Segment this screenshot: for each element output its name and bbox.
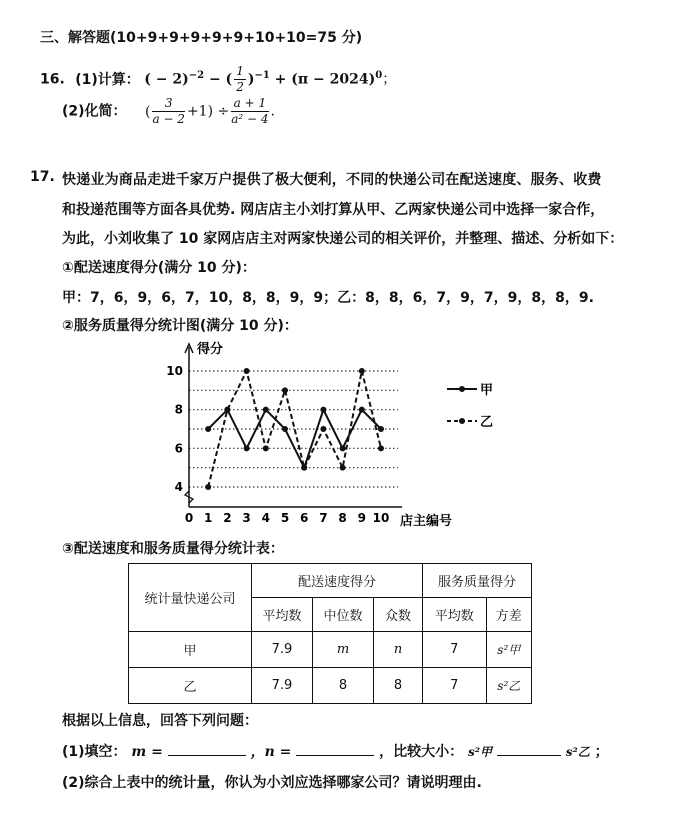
table-subheader: 方差 xyxy=(486,598,531,632)
y-tick-label: 4 xyxy=(174,480,183,494)
table-group-service: 服务质量得分 xyxy=(423,564,532,598)
x-tick-label: 2 xyxy=(223,511,232,525)
q17-fill-line xyxy=(62,741,609,761)
fill-end: ； xyxy=(594,744,609,760)
table-row xyxy=(129,632,532,668)
fill-compare-label: ，比较大小： xyxy=(379,744,464,760)
table-corner-header: 统计量快递公司 xyxy=(129,564,252,632)
x-tick-label: 4 xyxy=(261,511,270,525)
x-tick-label: 0 xyxy=(184,511,194,525)
legend-marker xyxy=(459,386,465,392)
table-cell: m xyxy=(313,632,374,668)
table-cell: 7 xyxy=(423,668,487,704)
data-point xyxy=(205,426,211,432)
q16-fraction-half xyxy=(234,64,246,95)
fill-s-yi: s²乙 xyxy=(565,745,590,759)
q16-part1-label: (1)计算： xyxy=(75,71,140,88)
q17-intro-line1: 快递业为商品走进千家万户提供了极大便利，不同的快递公司在配送速度、服务、收费 xyxy=(62,172,602,188)
data-point xyxy=(263,445,269,451)
q16-fraction-2 xyxy=(231,96,268,127)
y-tick-label: 6 xyxy=(174,441,183,456)
table-subheader: 众数 xyxy=(374,598,423,632)
q16-minus: − ( xyxy=(204,71,233,88)
q16-frac-num: 1 xyxy=(236,64,244,78)
q16-part2 xyxy=(62,96,275,127)
data-point xyxy=(282,426,288,432)
table-cell-company: 乙 xyxy=(129,668,252,704)
q17-item3-title: ③配送速度和服务质量得分统计表： xyxy=(62,541,284,557)
data-point xyxy=(378,426,384,432)
fill-s-jia: s²甲 xyxy=(468,745,493,759)
q17-intro-line2: 和投递范围等方面各具优势. 网店店主小刘打算从甲、乙两家快递公司中选择一家合作， xyxy=(62,202,605,218)
x-tick-label: 3 xyxy=(242,511,251,525)
table-subheader: 平均数 xyxy=(252,598,313,632)
fill-n-label: ，n = xyxy=(250,744,292,760)
q16-part2-label: (2)化简： xyxy=(62,103,127,120)
q16-fraction-1 xyxy=(152,96,184,127)
fill-m-blank[interactable] xyxy=(168,755,246,756)
q17-item2-title: ②服务质量得分统计图(满分 10 分)： xyxy=(62,318,298,334)
q16-rest: + (π − 2024) xyxy=(269,71,376,88)
data-point xyxy=(340,465,346,471)
table-cell: n xyxy=(374,632,423,668)
service-quality-line-chart xyxy=(166,335,500,530)
table-cell: s²乙 xyxy=(486,668,531,704)
q16-part2-end: . xyxy=(270,103,275,120)
q16-frac2-num: a + 1 xyxy=(231,96,268,112)
data-point xyxy=(301,465,307,471)
data-point xyxy=(244,368,250,374)
q16-part1 xyxy=(40,64,396,95)
series-line-jia xyxy=(208,410,381,468)
q17-question2: (2)综合上表中的统计量，你认为小刘应选择哪家公司？请说明理由. xyxy=(62,775,482,791)
q16-frac2-den: a² − 4 xyxy=(231,112,269,126)
x-tick-label: 7 xyxy=(319,511,328,525)
data-point xyxy=(263,407,269,413)
q16-exp-c: 0 xyxy=(375,69,383,81)
q17-item1-title: ①配送速度得分(满分 10 分)： xyxy=(62,260,256,276)
y-tick-label: 8 xyxy=(174,402,183,417)
data-point xyxy=(320,426,326,432)
fill-compare-blank[interactable] xyxy=(497,755,561,756)
q16-end: ； xyxy=(382,71,397,88)
q16-number: 16. xyxy=(40,71,65,88)
q16-close: ) xyxy=(247,71,255,88)
table-cell-company: 甲 xyxy=(129,632,252,668)
table-row xyxy=(129,668,532,704)
data-point xyxy=(378,445,384,451)
x-tick-label: 1 xyxy=(204,511,213,525)
fill-n-blank[interactable] xyxy=(296,755,374,756)
table-subheader: 平均数 xyxy=(423,598,487,632)
q17-intro-line3: 为此，小刘收集了 10 家网店店主对两家快递公司的相关评价，并整理、描述、分析如下： xyxy=(62,231,624,247)
q17-number: 17. xyxy=(30,169,55,185)
fill-label: (1)填空： xyxy=(62,744,127,760)
data-point xyxy=(282,387,288,393)
legend-label: 甲 xyxy=(480,383,494,398)
y-axis-label: 得分 xyxy=(197,342,224,357)
data-point xyxy=(244,445,250,451)
section-title: 三、解答题(10+9+9+9+9+9+10+10=75 分) xyxy=(40,30,363,46)
stats-table xyxy=(128,563,532,704)
table-cell: s²甲 xyxy=(486,632,531,668)
data-point xyxy=(340,445,346,451)
legend-label: 乙 xyxy=(480,415,494,430)
table-cell: 7 xyxy=(423,632,487,668)
x-tick-label: 9 xyxy=(357,511,366,525)
table-cell: 8 xyxy=(313,668,374,704)
q16-frac1-den: a − 2 xyxy=(152,112,185,126)
x-axis-label: 店主编号 xyxy=(400,514,453,529)
data-point xyxy=(359,368,365,374)
data-point xyxy=(320,407,326,413)
legend-marker xyxy=(459,418,465,424)
data-point xyxy=(224,407,230,413)
table-subheader: 中位数 xyxy=(313,598,374,632)
x-tick-label: 8 xyxy=(338,511,347,525)
fill-m-label: m = xyxy=(131,744,163,760)
q17-item1-data: 甲：7，6，9，6，7，10，8，8，9，9；乙：8，8，6，7，9，7，9，8，8，9. xyxy=(62,290,594,306)
q16-frac1-num: 3 xyxy=(152,96,184,112)
q16-frac-den: 2 xyxy=(236,80,244,94)
table-group-speed: 配送速度得分 xyxy=(252,564,423,598)
x-tick-label: 6 xyxy=(300,511,309,525)
q17-conclusion: 根据以上信息，回答下列问题： xyxy=(62,713,258,729)
q16-exp-a: −2 xyxy=(188,69,205,81)
data-point xyxy=(205,484,211,490)
q16-expr-a: ( − 2) xyxy=(144,71,189,88)
q16-part2-open: ( xyxy=(145,103,151,120)
q16-exp-b: −1 xyxy=(254,69,270,81)
table-cell: 7.9 xyxy=(252,632,313,668)
x-tick-label: 10 xyxy=(372,511,390,525)
q16-part2-plus: +1) ÷ xyxy=(186,103,230,120)
data-point xyxy=(359,407,365,413)
x-tick-label: 5 xyxy=(280,511,290,525)
table-cell: 8 xyxy=(374,668,423,704)
y-tick-label: 10 xyxy=(166,364,183,378)
table-cell: 7.9 xyxy=(252,668,313,704)
